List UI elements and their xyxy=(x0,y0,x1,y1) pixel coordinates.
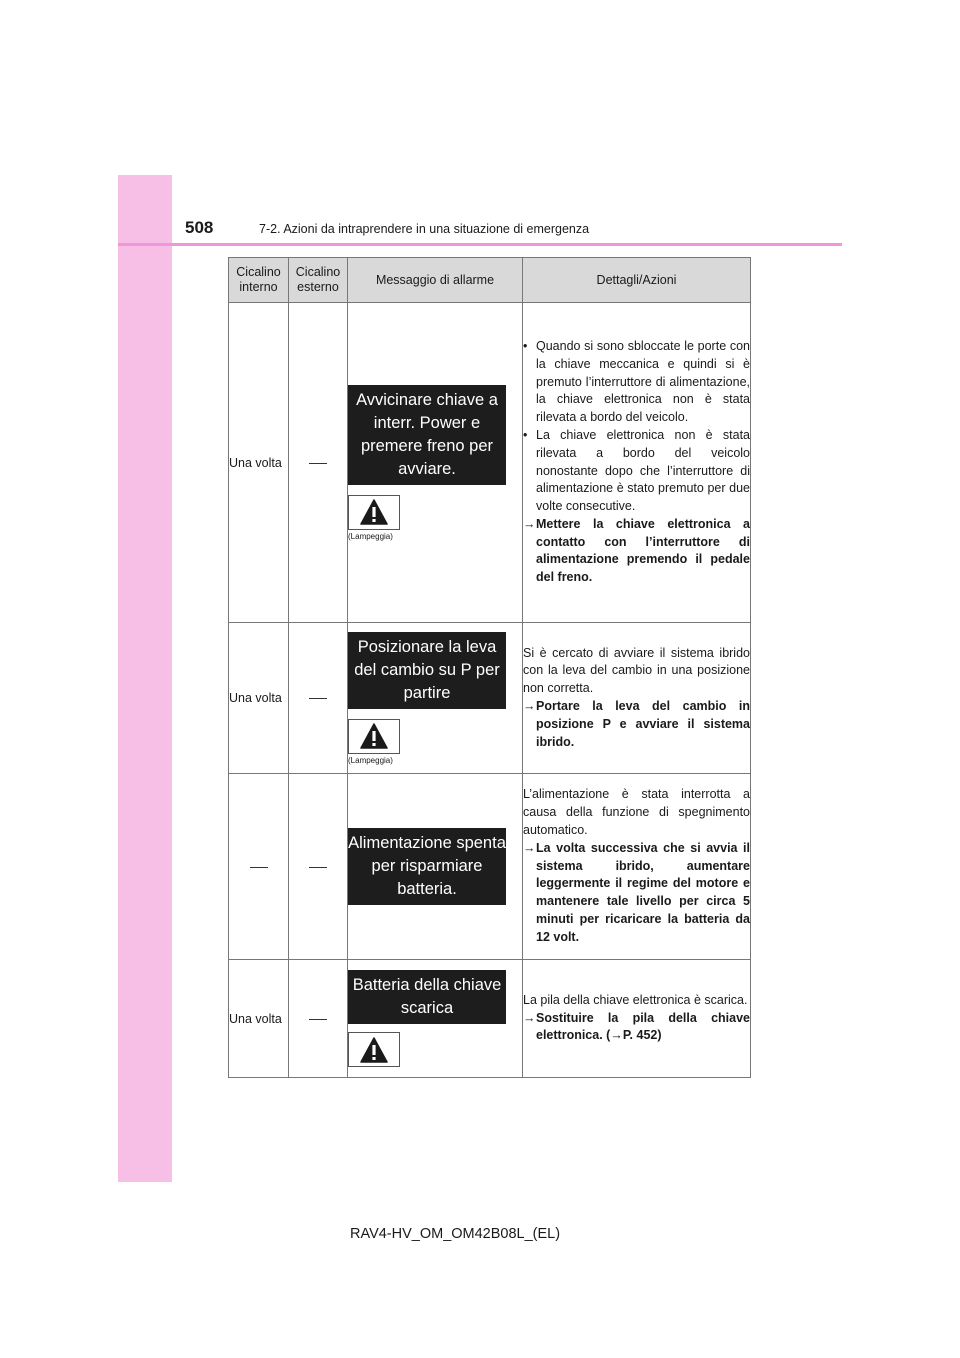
external-buzzer-cell xyxy=(289,960,348,1078)
flashing-note: (Lampeggia) xyxy=(348,531,393,541)
detail-text: L’alimentazione è stata interrotta a causa della funzione di spegnimento automatico. xyxy=(523,787,750,837)
warning-triangle-icon xyxy=(348,719,400,754)
alarm-message-display: Batteria della chiave scarica xyxy=(348,970,506,1024)
details-cell xyxy=(523,960,751,1078)
dash-mark xyxy=(250,867,268,868)
side-color-band xyxy=(118,175,172,1182)
detail-action: → La volta successiva che si avvia il sistema ibrido, aumentare leggermente il regime del motore e mantenere tale livello per circa 5 minuti per ricaricare la batteria da 12 volt. xyxy=(523,840,750,944)
alarm-message-display: Posizionare la leva del cambio su P per partire xyxy=(348,632,506,709)
dash-mark xyxy=(309,463,327,464)
header-rule xyxy=(118,243,842,246)
flashing-note: (Lampeggia) xyxy=(348,755,393,765)
manual-code: RAV4-HV_OM_OM42B08L_(EL) xyxy=(350,1226,561,1242)
internal-buzzer-cell: Una volta xyxy=(229,303,289,623)
table-row xyxy=(229,303,751,623)
details-cell xyxy=(523,623,751,774)
table-row xyxy=(229,623,751,774)
alarm-message-cell xyxy=(348,303,523,623)
section-title: 7-2. Azioni da intraprendere in una situazione di emergenza xyxy=(259,222,590,236)
alarm-message-cell xyxy=(348,774,523,960)
page-number: 508 xyxy=(185,218,214,237)
alarm-message-cell xyxy=(348,623,523,774)
external-buzzer-cell xyxy=(289,623,348,774)
alarm-message-display: Alimentazione spenta per risparmiare batteria. xyxy=(348,828,506,905)
warning-triangle-icon xyxy=(348,1032,400,1067)
internal-buzzer-cell: Una volta xyxy=(229,960,289,1078)
detail-bullet: • La chiave elettronica non è stata rilevata a bordo del veicolo nonostante dopo che l’interruttore di alimentazione è stato premuto per due volte consecutive. xyxy=(523,427,750,514)
column-header: Cicalino esterno xyxy=(289,258,348,303)
alarm-message-cell xyxy=(348,960,523,1078)
table-row xyxy=(229,960,751,1078)
dash-mark xyxy=(309,698,327,699)
external-buzzer-cell xyxy=(289,303,348,623)
detail-action: → Mettere la chiave elettronica a contatto con l’interruttore di alimentazione premendo il pedale del freno. xyxy=(523,516,750,585)
detail-text: Si è cercato di avviare il sistema ibrido con la leva del cambio in una posizione non corretta. xyxy=(523,645,750,696)
dash-mark xyxy=(309,867,327,868)
details-cell xyxy=(523,303,751,623)
internal-buzzer-cell xyxy=(229,774,289,960)
dash-mark xyxy=(309,1019,327,1020)
internal-buzzer-cell: Una volta xyxy=(229,623,289,774)
detail-text: La pila della chiave elettronica è scarica. xyxy=(523,992,748,1007)
warning-triangle-icon xyxy=(348,495,400,530)
details-cell xyxy=(523,774,751,960)
detail-action: → Sostituire la pila della chiave elettronica. (→P. 452) xyxy=(523,1010,750,1043)
column-header: Dettagli/Azioni xyxy=(523,258,751,303)
alarm-table xyxy=(228,257,751,1078)
alarm-message-display: Avvicinare chiave a interr. Power e premere freno per avviare. xyxy=(348,385,506,485)
external-buzzer-cell xyxy=(289,774,348,960)
table-header-row xyxy=(229,258,751,303)
table-row xyxy=(229,774,751,960)
detail-action: → Portare la leva del cambio in posizione P e avviare il sistema ibrido. xyxy=(523,699,750,749)
detail-bullet: • Quando si sono sbloccate le porte con la chiave meccanica e quindi si è premuto l’interruttore di alimentazione, la chiave elettronica non è stata rilevata a bordo del veicolo. xyxy=(523,338,750,425)
column-header: Messaggio di allarme xyxy=(348,258,523,303)
column-header: Cicalino interno xyxy=(229,258,289,303)
